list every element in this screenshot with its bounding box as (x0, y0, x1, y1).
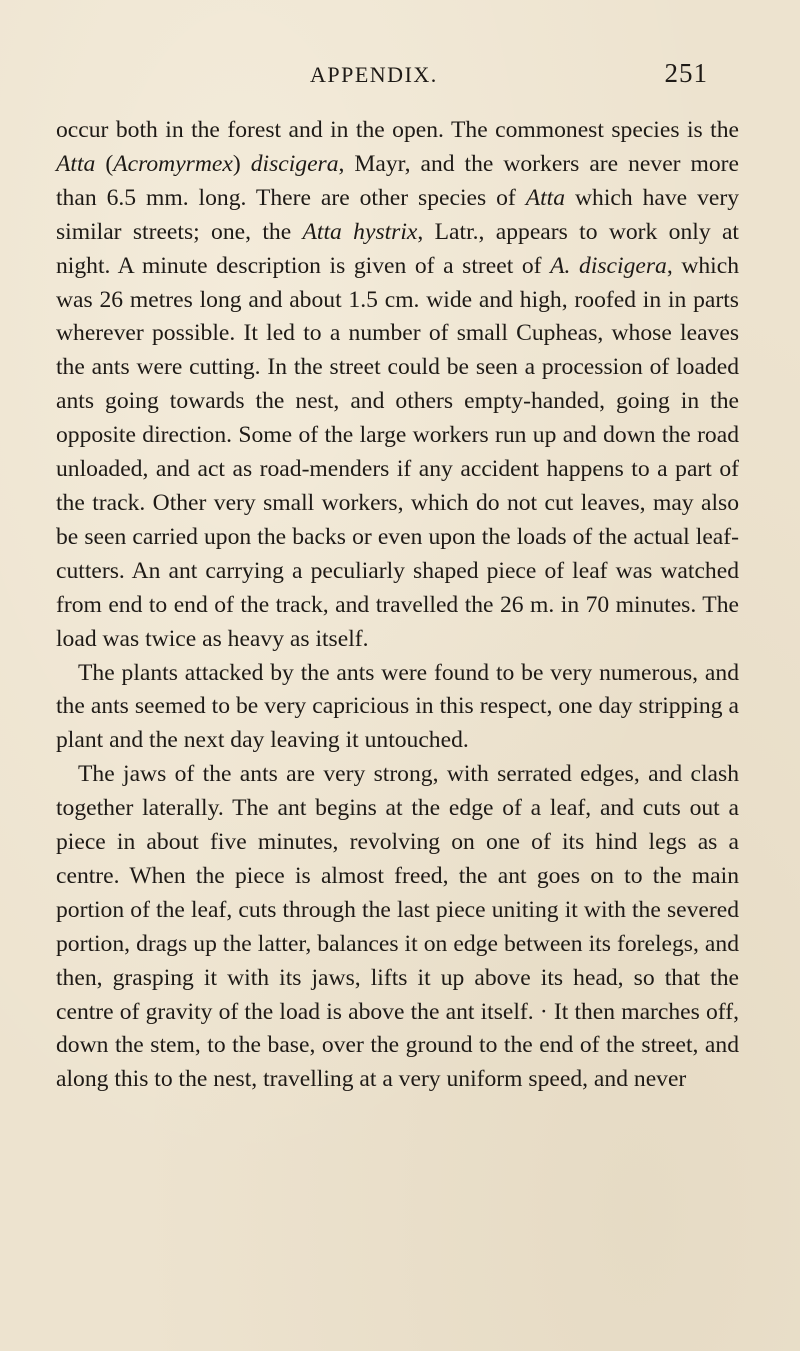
text-run: ) (232, 150, 251, 177)
italic-text: Acromyrmex (113, 150, 233, 177)
text-run: , which was 26 metres long and about 1.5 cm. wide and high, roofed in in parts wherever possible. It led to a number of small Cupheas, whose leaves the ants were cutting. In the street could be seen a procession of loaded ants going towards the nest, and others empty-handed, going in the opposite direction. Some of the large workers run up and down the road unloaded, and act as road-menders if any accident happens to a part of the track. Other very small workers, which do not cut leaves, may also be seen carried upon the backs or even upon the loads of the actual leaf-cutters. An ant carrying a peculiarly shaped piece of leaf was watched from end to end of the track, and travelled the 26 m. in 70 minutes. The load was twice as heavy as itself. (56, 252, 739, 652)
body-text (56, 114, 739, 1097)
paragraph (56, 758, 739, 1097)
italic-text: Atta hystrix (302, 218, 418, 245)
running-head (310, 58, 708, 92)
italic-text: A. discigera (550, 252, 667, 279)
paragraph (56, 657, 739, 759)
text-run: , Latr., appears to work only at night. A minute description is given of a street of (56, 218, 739, 279)
text-run: , Mayr, and the workers are never more than 6.5 mm. long. There are other species of (56, 150, 739, 211)
italic-text: Atta (525, 184, 566, 211)
running-head-title: APPENDIX. (310, 62, 438, 87)
italic-text: discigera (250, 150, 339, 177)
text-run: The plants attacked by the ants were found to be very numerous, and the ants seemed to be very capricious in this respect, one day stripping a plant and the next day leaving it untouched. (56, 659, 739, 754)
text-run: occur both in the forest and in the open. The commonest species is the (56, 117, 739, 143)
italic-text: Atta (56, 150, 96, 177)
text-run: The jaws of the ants are very strong, with serrated edges, and clash together laterally. The ant begins at the edge of a leaf, and cuts out a piece in about five minutes, revolving on one of its hind legs as a centre. When the piece is almost freed, the ant goes on to the main portion of the leaf, cuts through the last piece uniting it with the severed portion, drags up the latter, balances it on edge between its forelegs, and then, grasping it with its jaws, lifts it up above its head, so that the centre of gravity of the load is above the ant itself. · It then marches off, down the stem, to the base, over the ground to the end of the street, and along this to the nest, travelling at a very uniform speed, and never (56, 761, 739, 1093)
text-run: which have very similar streets; one, the (56, 184, 739, 245)
text-run: ( (95, 150, 114, 177)
page-number: 251 (664, 58, 708, 88)
paragraph (56, 114, 739, 657)
